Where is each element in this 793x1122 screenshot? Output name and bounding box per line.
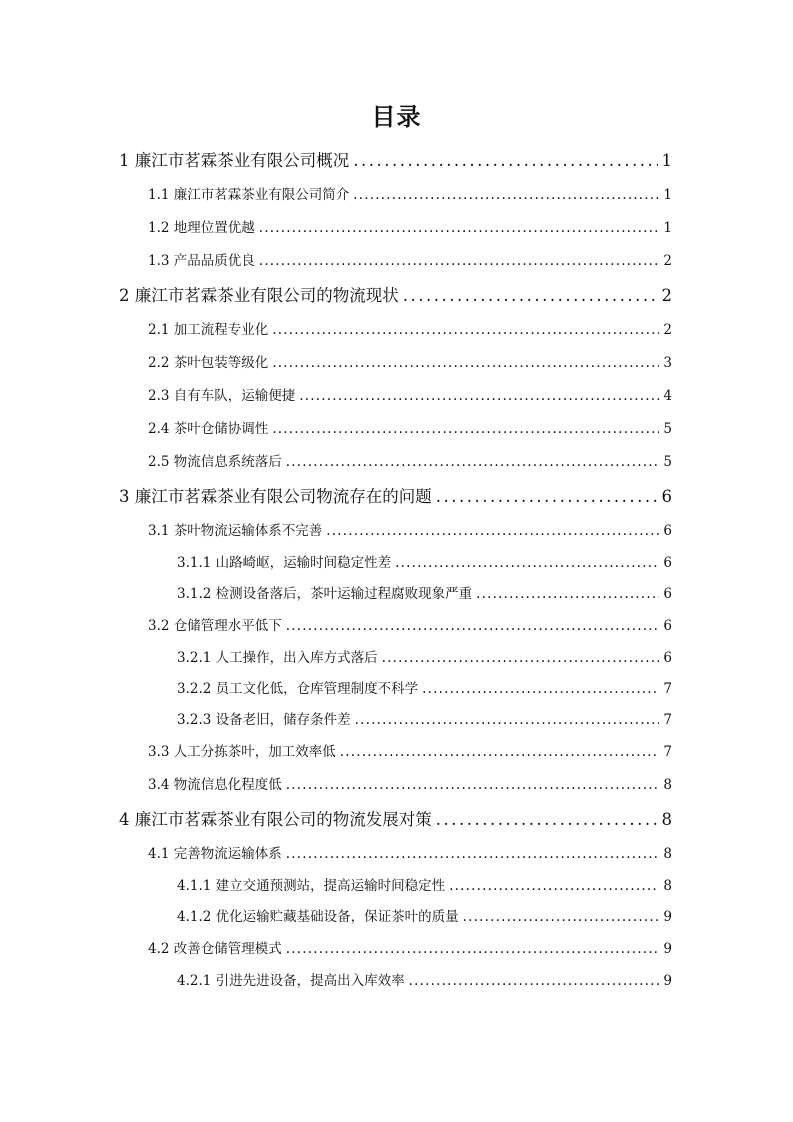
toc-entry-1-1[interactable] <box>148 179 672 212</box>
toc-entry-4-2[interactable] <box>148 933 672 966</box>
dot-leader <box>326 515 659 548</box>
toc-entry-page: 6 <box>663 555 672 571</box>
toc-entry-page: 9 <box>663 973 672 989</box>
dot-leader <box>449 871 659 902</box>
toc-entry-label: 4 廉江市茗霖茶业有限公司的物流发展对策 <box>119 810 432 829</box>
toc-entry-3-2-3[interactable] <box>177 705 672 736</box>
toc-entry-label: 4.1 完善物流运输体系 <box>148 846 282 862</box>
toc-entry-label: 3.2 仓储管理水平低下 <box>148 618 282 634</box>
dot-leader <box>259 245 660 278</box>
toc-entry-label: 4.2 改善仓储管理模式 <box>148 941 282 957</box>
dot-leader <box>395 548 659 579</box>
toc-entry-4-2-1[interactable] <box>177 966 672 997</box>
toc-entry-4-1-1[interactable] <box>177 871 672 902</box>
toc-entry-page: 1 <box>663 220 672 236</box>
toc-entry-label: 3.1.1 山路崎岖，运输时间稳定性差 <box>177 555 392 571</box>
toc-entry-3-2-2[interactable] <box>177 674 672 705</box>
toc-entry-page: 8 <box>661 810 672 829</box>
toc-entry-2-4[interactable] <box>148 413 672 446</box>
toc-entry-label: 3 廉江市茗霖茶业有限公司物流存在的问题 <box>119 487 432 506</box>
toc-entry-4-1[interactable] <box>148 838 672 871</box>
dot-leader <box>476 579 659 610</box>
toc-entry-3-2[interactable] <box>148 610 672 643</box>
toc-entry-label: 1.2 地理位置优越 <box>148 220 255 236</box>
toc-entry-2-1[interactable] <box>148 314 672 347</box>
dot-leader <box>272 314 659 347</box>
toc-entry-1-2[interactable] <box>148 212 672 245</box>
dot-leader <box>436 802 658 838</box>
toc-entry-page: 6 <box>661 487 672 506</box>
dot-leader <box>422 674 659 705</box>
table-of-contents <box>0 143 793 997</box>
dot-leader <box>355 705 660 736</box>
dot-leader <box>382 643 660 674</box>
dot-leader <box>409 966 660 997</box>
toc-entry-page: 6 <box>663 523 672 539</box>
toc-entry-page: 2 <box>663 253 672 269</box>
toc-entry-label: 3.1 茶叶物流运输体系不完善 <box>148 523 323 539</box>
toc-entry-page: 6 <box>663 618 672 634</box>
toc-entry-1[interactable] <box>119 143 672 179</box>
toc-entry-page: 6 <box>663 586 672 602</box>
toc-entry-label: 3.1.2 检测设备落后，茶叶运输过程腐败现象严重 <box>177 586 473 602</box>
toc-entry-2-2[interactable] <box>148 347 672 380</box>
toc-entry-label: 1.1 廉江市茗霖茶业有限公司简介 <box>148 187 350 203</box>
toc-entry-page: 8 <box>663 777 672 793</box>
toc-entry-2[interactable] <box>119 278 672 314</box>
toc-entry-page: 5 <box>663 421 672 437</box>
dot-leader <box>286 838 660 871</box>
toc-entry-page: 1 <box>663 187 672 203</box>
toc-entry-label: 3.2.2 员工文化低，仓库管理制度不科学 <box>177 681 419 697</box>
toc-entry-page: 2 <box>661 286 672 305</box>
toc-entry-page: 7 <box>663 681 672 697</box>
dot-leader <box>286 610 660 643</box>
dot-leader <box>286 446 660 479</box>
dot-leader <box>299 380 659 413</box>
toc-entry-label: 4.1.1 建立交通预测站，提高运输时间稳定性 <box>177 878 446 894</box>
toc-entry-3-1-2[interactable] <box>177 579 672 610</box>
toc-entry-label: 3.3 人工分拣茶叶，加工效率低 <box>148 744 336 760</box>
dot-leader <box>286 769 660 802</box>
toc-entry-page: 7 <box>663 712 672 728</box>
dot-leader <box>272 413 659 446</box>
toc-entry-label: 1 廉江市茗霖茶业有限公司概况 <box>119 151 350 170</box>
page-title: 目录 <box>371 103 422 131</box>
toc-entry-3-2-1[interactable] <box>177 643 672 674</box>
toc-entry-page: 2 <box>663 322 672 338</box>
toc-entry-page: 1 <box>661 151 672 170</box>
toc-entry-2-5[interactable] <box>148 446 672 479</box>
toc-entry-3-1-1[interactable] <box>177 548 672 579</box>
toc-entry-label: 4.1.2 优化运输贮藏基础设备，保证茶叶的质量 <box>177 909 459 925</box>
toc-entry-label: 3.2.1 人工操作，出入库方式落后 <box>177 650 378 666</box>
toc-entry-page: 7 <box>663 744 672 760</box>
toc-entry-label: 2.3 自有车队，运输便捷 <box>148 388 296 404</box>
dot-leader <box>259 212 660 245</box>
toc-entry-page: 5 <box>663 454 672 470</box>
toc-entry-label: 2.5 物流信息系统落后 <box>148 454 282 470</box>
dot-leader <box>436 479 658 515</box>
toc-entry-page: 8 <box>663 846 672 862</box>
toc-entry-page: 6 <box>663 650 672 666</box>
toc-entry-3-3[interactable] <box>148 736 672 769</box>
dot-leader <box>286 933 660 966</box>
dot-leader <box>463 902 660 933</box>
dot-leader <box>340 736 660 769</box>
toc-entry-1-3[interactable] <box>148 245 672 278</box>
toc-entry-3[interactable] <box>119 479 672 515</box>
dot-leader <box>353 143 657 179</box>
toc-entry-label: 2.1 加工流程专业化 <box>148 322 269 338</box>
toc-entry-label: 3.2.3 设备老旧，储存条件差 <box>177 712 351 728</box>
toc-entry-label: 2.4 茶叶仓储协调性 <box>148 421 269 437</box>
toc-entry-4-1-2[interactable] <box>177 902 672 933</box>
toc-entry-label: 2.2 茶叶包装等级化 <box>148 355 269 371</box>
toc-entry-page: 3 <box>663 355 672 371</box>
toc-entry-label: 4.2.1 引进先进设备，提高出入库效率 <box>177 973 405 989</box>
dot-leader <box>353 179 659 212</box>
toc-entry-page: 4 <box>663 388 672 404</box>
toc-entry-2-3[interactable] <box>148 380 672 413</box>
toc-entry-page: 8 <box>663 878 672 894</box>
toc-entry-page: 9 <box>663 941 672 957</box>
toc-entry-label: 1.3 产品品质优良 <box>148 253 255 269</box>
toc-entry-3-1[interactable] <box>148 515 672 548</box>
toc-entry-label: 2 廉江市茗霖茶业有限公司的物流现状 <box>119 286 399 305</box>
toc-entry-page: 9 <box>663 909 672 925</box>
toc-entry-3-4[interactable] <box>148 769 672 802</box>
dot-leader <box>403 278 658 314</box>
dot-leader <box>272 347 659 380</box>
toc-entry-4[interactable] <box>119 802 672 838</box>
toc-entry-label: 3.4 物流信息化程度低 <box>148 777 282 793</box>
